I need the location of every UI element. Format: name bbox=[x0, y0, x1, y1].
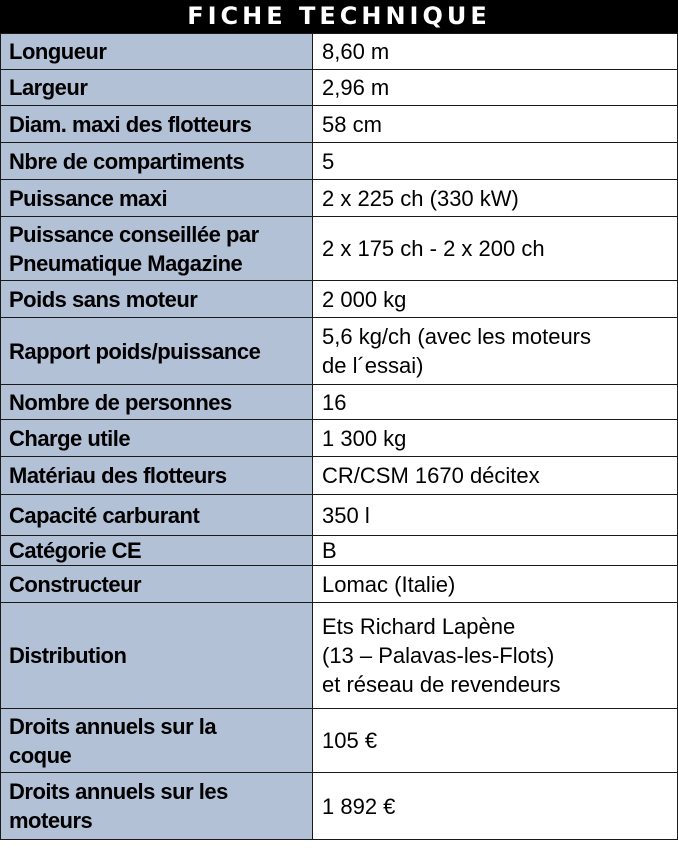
spec-value: 1 892 € bbox=[313, 773, 678, 840]
spec-label: Droits annuels sur les moteurs bbox=[1, 773, 313, 840]
spec-label: Catégorie CE bbox=[1, 536, 313, 566]
spec-row bbox=[1, 603, 678, 709]
spec-label: Poids sans moteur bbox=[1, 281, 313, 318]
spec-row bbox=[1, 106, 678, 143]
spec-label: Rapport poids/puissance bbox=[1, 318, 313, 385]
spec-value: 105 € bbox=[313, 709, 678, 773]
spec-row bbox=[1, 143, 678, 180]
spec-value: 8,60 m bbox=[313, 34, 678, 70]
spec-row bbox=[1, 709, 678, 773]
spec-value: CR/CSM 1670 décitex bbox=[313, 457, 678, 495]
spec-label: Puissance maxi bbox=[1, 180, 313, 217]
spec-row bbox=[1, 318, 678, 385]
spec-value: B bbox=[313, 536, 678, 566]
spec-value: 5,6 kg/ch (avec les moteurs de l´essai) bbox=[313, 318, 678, 385]
spec-row bbox=[1, 281, 678, 318]
spec-label: Largeur bbox=[1, 70, 313, 106]
spec-value: 58 cm bbox=[313, 106, 678, 143]
spec-label: Distribution bbox=[1, 603, 313, 709]
spec-row bbox=[1, 773, 678, 840]
spec-row bbox=[1, 420, 678, 457]
spec-row bbox=[1, 536, 678, 566]
spec-label: Matériau des flotteurs bbox=[1, 457, 313, 495]
spec-value: 2 000 kg bbox=[313, 281, 678, 318]
spec-value: 2 x 175 ch - 2 x 200 ch bbox=[313, 217, 678, 281]
spec-value: 2 x 225 ch (330 kW) bbox=[313, 180, 678, 217]
spec-label: Constructeur bbox=[1, 566, 313, 603]
spec-row bbox=[1, 180, 678, 217]
spec-value: 1 300 kg bbox=[313, 420, 678, 457]
spec-label: Puissance conseillée par Pneumatique Magazine bbox=[1, 217, 313, 281]
spec-row bbox=[1, 217, 678, 281]
spec-value: 350 l bbox=[313, 495, 678, 536]
spec-label: Droits annuels sur la coque bbox=[1, 709, 313, 773]
spec-table-body bbox=[1, 34, 678, 840]
spec-row bbox=[1, 34, 678, 70]
spec-value: 2,96 m bbox=[313, 70, 678, 106]
spec-value: Ets Richard Lapène (13 – Palavas-les-Flots) et réseau de revendeurs bbox=[313, 603, 678, 709]
spec-label: Capacité carburant bbox=[1, 495, 313, 536]
spec-label: Nbre de compartiments bbox=[1, 143, 313, 180]
spec-row bbox=[1, 566, 678, 603]
spec-table bbox=[0, 33, 678, 840]
spec-row bbox=[1, 385, 678, 420]
sheet-title: FICHE TECHNIQUE bbox=[0, 0, 678, 33]
spec-value: Lomac (Italie) bbox=[313, 566, 678, 603]
spec-label: Nombre de personnes bbox=[1, 385, 313, 420]
spec-row bbox=[1, 495, 678, 536]
spec-label: Longueur bbox=[1, 34, 313, 70]
spec-label: Diam. maxi des flotteurs bbox=[1, 106, 313, 143]
spec-label: Charge utile bbox=[1, 420, 313, 457]
spec-value: 5 bbox=[313, 143, 678, 180]
spec-row bbox=[1, 457, 678, 495]
spec-row bbox=[1, 70, 678, 106]
spec-value: 16 bbox=[313, 385, 678, 420]
